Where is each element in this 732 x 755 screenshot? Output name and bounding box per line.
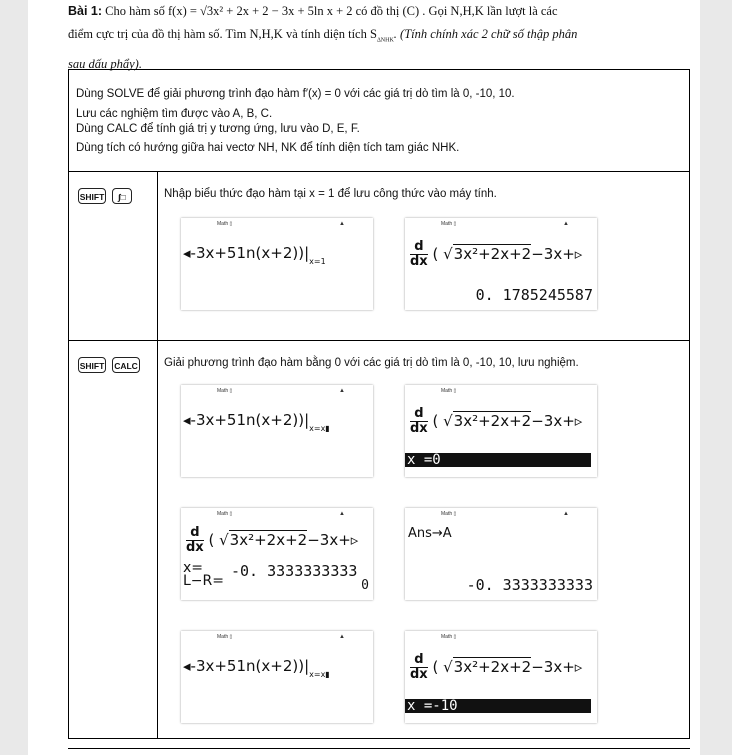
- sqrt-body: 3x²+2x+2: [453, 658, 532, 676]
- frac-top: d: [410, 240, 428, 255]
- solution-table: [68, 69, 690, 739]
- derivative-fraction: [410, 407, 428, 436]
- method-line-2: Lưu các nghiệm tìm được vào A, B, C.: [76, 108, 273, 120]
- method-line-1: Dùng SOLVE để giải phương trình đạo hàm f′(x) = 0 với các giá trị dò tìm là 0, -10, 10.: [76, 88, 515, 100]
- problem-line-3: sau dấu phẩy).: [68, 56, 142, 71]
- derivative-expression: [410, 240, 582, 269]
- math-status: Math ▯: [217, 511, 233, 517]
- ans-store: Ans→A: [408, 526, 452, 541]
- solve-prompt-highlight: x =-10: [405, 699, 591, 713]
- expression-text: ◂-3x+51n(x+2))|: [183, 657, 310, 675]
- expr-post: −3x+▹: [531, 245, 583, 263]
- expr-pre: ( √: [432, 658, 453, 676]
- calc-key: CALC: [112, 357, 140, 373]
- area-subscript: ΔNHK: [376, 37, 394, 44]
- frac-bottom: dx: [410, 421, 428, 436]
- problem-statement: [68, 0, 658, 76]
- calc-screen-2: [405, 218, 597, 310]
- math-status: Math ▯: [217, 221, 233, 227]
- expr-post: −3x+▹: [307, 531, 359, 549]
- up-arrow-icon: ▲: [339, 634, 345, 640]
- solve-labels: [183, 562, 224, 588]
- expression-sub: x=1: [309, 257, 326, 266]
- problem-note: . (Tính chính xác 2 chữ số thập phân: [393, 27, 578, 41]
- up-arrow-icon: ▲: [339, 388, 345, 394]
- up-arrow-icon: ▲: [563, 221, 569, 227]
- method-line-3: Dùng CALC để tính giá trị y tương ứng, lưu vào D, E, F.: [76, 123, 360, 135]
- lr-label: L−R=: [183, 573, 224, 589]
- expr-pre: ( √: [432, 245, 453, 263]
- math-status: Math ▯: [441, 634, 457, 640]
- calc-screen-5: [181, 508, 373, 600]
- result-value: 0. 1785245587: [475, 286, 593, 304]
- frac-bottom: dx: [410, 667, 428, 682]
- frac-top: d: [410, 407, 428, 422]
- expression: [183, 244, 326, 266]
- expression: [183, 657, 330, 679]
- lr-value: 0: [361, 578, 369, 593]
- math-status: Math ▯: [217, 388, 233, 394]
- x-label: x=: [183, 560, 204, 576]
- derivative-expression: [410, 407, 582, 436]
- frac-top: d: [186, 526, 204, 541]
- expression-sub: x=x▮: [309, 670, 330, 679]
- frac-bottom: dx: [410, 254, 428, 269]
- problem-line-1: Cho hàm số f(x) = √3x² + 2x + 2 − 3x + 5ln x + 2 có đồ thị (C) . Gọi N,H,K lần lượt là các: [105, 4, 558, 18]
- derivative-expression: [186, 526, 358, 555]
- up-arrow-icon: ▲: [339, 221, 345, 227]
- solve-prompt-highlight: x =0: [405, 453, 591, 467]
- method-description: [69, 70, 689, 172]
- derivative-fraction: [410, 240, 428, 269]
- calc-screen-1: [181, 218, 373, 310]
- up-arrow-icon: ▲: [563, 511, 569, 517]
- method-line-4: Dùng tích có hướng giữa hai vectơ NH, NK để tính diện tích tam giác NHK.: [76, 142, 460, 154]
- result-value: -0. 3333333333: [466, 576, 593, 594]
- derivative-expression: [410, 653, 582, 682]
- step-2-text: Giải phương trình đạo hàm bằng 0 với các giá trị dò tìm là 0, -10, 10, lưu nghiệm.: [164, 357, 579, 369]
- math-status: Math ▯: [441, 221, 457, 227]
- expr-pre: ( √: [208, 531, 229, 549]
- sqrt-body: 3x²+2x+2: [229, 531, 308, 549]
- root-value: -0. 3333333333: [231, 562, 358, 580]
- integral-key: ∫□: [112, 188, 132, 204]
- frac-top: d: [410, 653, 428, 668]
- expr-post: −3x+▹: [531, 412, 583, 430]
- document-page: [28, 0, 700, 755]
- math-status: Math ▯: [441, 388, 457, 394]
- calc-screen-3: [181, 385, 373, 477]
- shift-key: SHIFT: [78, 188, 106, 204]
- calc-screen-4: [405, 385, 597, 477]
- sqrt-body: 3x²+2x+2: [453, 412, 532, 430]
- expression-text: ◂-3x+51n(x+2))|: [183, 411, 310, 429]
- expression: [183, 411, 330, 433]
- problem-line-2: điểm cực trị của đồ thị hàm số. Tìm N,H,K và tính diện tích S: [68, 27, 377, 41]
- step-row-1: [69, 172, 689, 341]
- step-row-2: [69, 341, 689, 739]
- math-status: Math ▯: [217, 634, 233, 640]
- bottom-rule: [68, 748, 690, 749]
- math-status: Math ▯: [441, 511, 457, 517]
- shift-key: SHIFT: [78, 357, 106, 373]
- expr-post: −3x+▹: [531, 658, 583, 676]
- expression-text: ◂-3x+51n(x+2))|: [183, 244, 310, 262]
- sqrt-body: 3x²+2x+2: [453, 245, 532, 263]
- expr-pre: ( √: [432, 412, 453, 430]
- calc-screen-8: [405, 631, 597, 723]
- expression-sub: x=x▮: [309, 424, 330, 433]
- calc-screen-7: [181, 631, 373, 723]
- derivative-fraction: [410, 653, 428, 682]
- derivative-fraction: [186, 526, 204, 555]
- frac-bottom: dx: [186, 540, 204, 555]
- key-column-2: [69, 341, 158, 739]
- step-1-text: Nhập biểu thức đạo hàm tại x = 1 để lưu công thức vào máy tính.: [164, 188, 497, 200]
- problem-label: Bài 1:: [68, 4, 103, 18]
- key-column-1: [69, 172, 158, 340]
- up-arrow-icon: ▲: [339, 511, 345, 517]
- calc-screen-6: [405, 508, 597, 600]
